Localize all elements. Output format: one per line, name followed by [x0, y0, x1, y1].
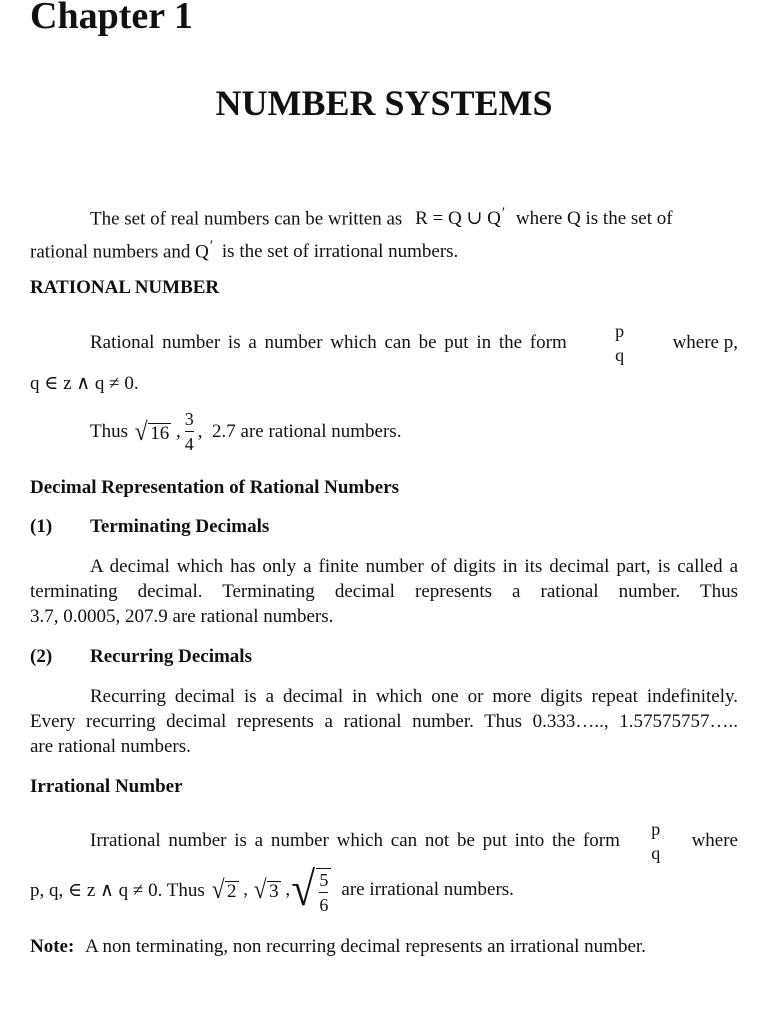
radicand: 3 [269, 881, 279, 903]
rational-heading: RATIONAL NUMBER [30, 277, 220, 298]
rational-def-text: Rational number is a number which can be put in the form [90, 332, 567, 353]
note [30, 936, 646, 958]
irrational-def-text: Irrational number is a number which can not be put into the form [90, 830, 620, 851]
recurring-line-3: are rational numbers. [30, 736, 191, 757]
intro-text-c: rational numbers and Q [30, 241, 209, 263]
page-title: NUMBER SYSTEMS [215, 83, 553, 123]
sqrt-16 [134, 416, 171, 446]
intro-equation: R = Q ∪ Q [415, 208, 501, 230]
terminating-line-3: 3.7, 0.0005, 207.9 are rational numbers. [30, 606, 334, 627]
prime-mark: ′ [501, 205, 506, 221]
sqrt-2 [211, 877, 239, 903]
comma: , [197, 420, 213, 442]
radicand-fraction [316, 868, 331, 914]
fraction-denominator: 4 [184, 434, 194, 454]
comma: , [280, 879, 291, 900]
irrational-def-text-b: where [691, 830, 738, 851]
rational-def-text-b: where p, [672, 332, 738, 353]
radical-icon: √ [291, 863, 316, 916]
radical-icon: √ [134, 416, 148, 446]
fraction-numerator: p [651, 819, 661, 839]
irrational-heading: Irrational Number [30, 776, 183, 797]
fraction-denominator: q [615, 345, 625, 365]
fraction-denominator: q [651, 843, 661, 863]
rational-examples [90, 410, 401, 453]
radicand: 16 [150, 422, 170, 444]
recurring-line-1: Recurring decimal is a decimal in which one or more digits repeat indefinitely. [90, 686, 738, 707]
rational-condition: q ∈ z ∧ q ≠ 0. [30, 373, 139, 394]
radical-icon: √ [211, 875, 225, 904]
decimal-heading: Decimal Representation of Rational Numbers [30, 477, 400, 498]
terminating-line-1: A decimal which has only a finite number of digits in its decimal part, is called a [90, 556, 738, 577]
comma: , [238, 879, 253, 900]
intro-line-1 [90, 205, 673, 230]
irrational-definition [90, 820, 738, 862]
p-over-q-fraction [615, 322, 624, 364]
recurring-line-2: Every recurring decimal represents a rational number. Thus 0.333….., 1.57575757….. [30, 711, 738, 732]
prime-mark: ′ [209, 238, 214, 254]
sqrt-5-over-6 [290, 863, 331, 916]
irrational-examples [30, 863, 514, 916]
irrational-tail: are irrational numbers. [341, 879, 514, 900]
sqrt-3 [253, 877, 281, 903]
intro-line-2 [30, 238, 458, 263]
radicand: 2 [227, 881, 237, 903]
section-number: (2) [30, 646, 53, 667]
rational-definition [90, 322, 738, 364]
examples-thus: Thus [90, 420, 128, 442]
irrational-condition: p, q, ∈ z ∧ q ≠ 0. Thus [30, 879, 205, 901]
chapter-label: Chapter 1 [30, 0, 193, 37]
terminating-line-2: terminating decimal. Terminating decimal represents a rational number. Thus [30, 581, 738, 602]
intro-text-d: is the set of irrational numbers. [221, 241, 459, 263]
section-title: Recurring Decimals [90, 646, 252, 667]
note-text: A non terminating, non recurring decimal represents an irrational number. [85, 936, 646, 957]
fraction-numerator: 3 [185, 410, 194, 432]
fraction-denominator: 6 [319, 895, 329, 915]
fraction-3-4 [185, 410, 194, 453]
recurring-heading [30, 646, 252, 668]
p-over-q-fraction [651, 820, 660, 862]
fraction-numerator: 5 [319, 871, 328, 893]
intro-text-a: The set of real numbers can be written as [90, 208, 403, 230]
comma: , [171, 420, 181, 442]
terminating-heading [30, 516, 270, 538]
section-title: Terminating Decimals [90, 516, 270, 537]
examples-tail: 2.7 are rational numbers. [212, 420, 402, 442]
note-label: Note: [30, 936, 75, 957]
fraction-5-6 [319, 871, 328, 914]
fraction-numerator: p [615, 321, 625, 341]
radical-icon: √ [253, 875, 267, 904]
section-number: (1) [30, 516, 53, 537]
intro-text-b: where Q is the set of [515, 208, 673, 230]
